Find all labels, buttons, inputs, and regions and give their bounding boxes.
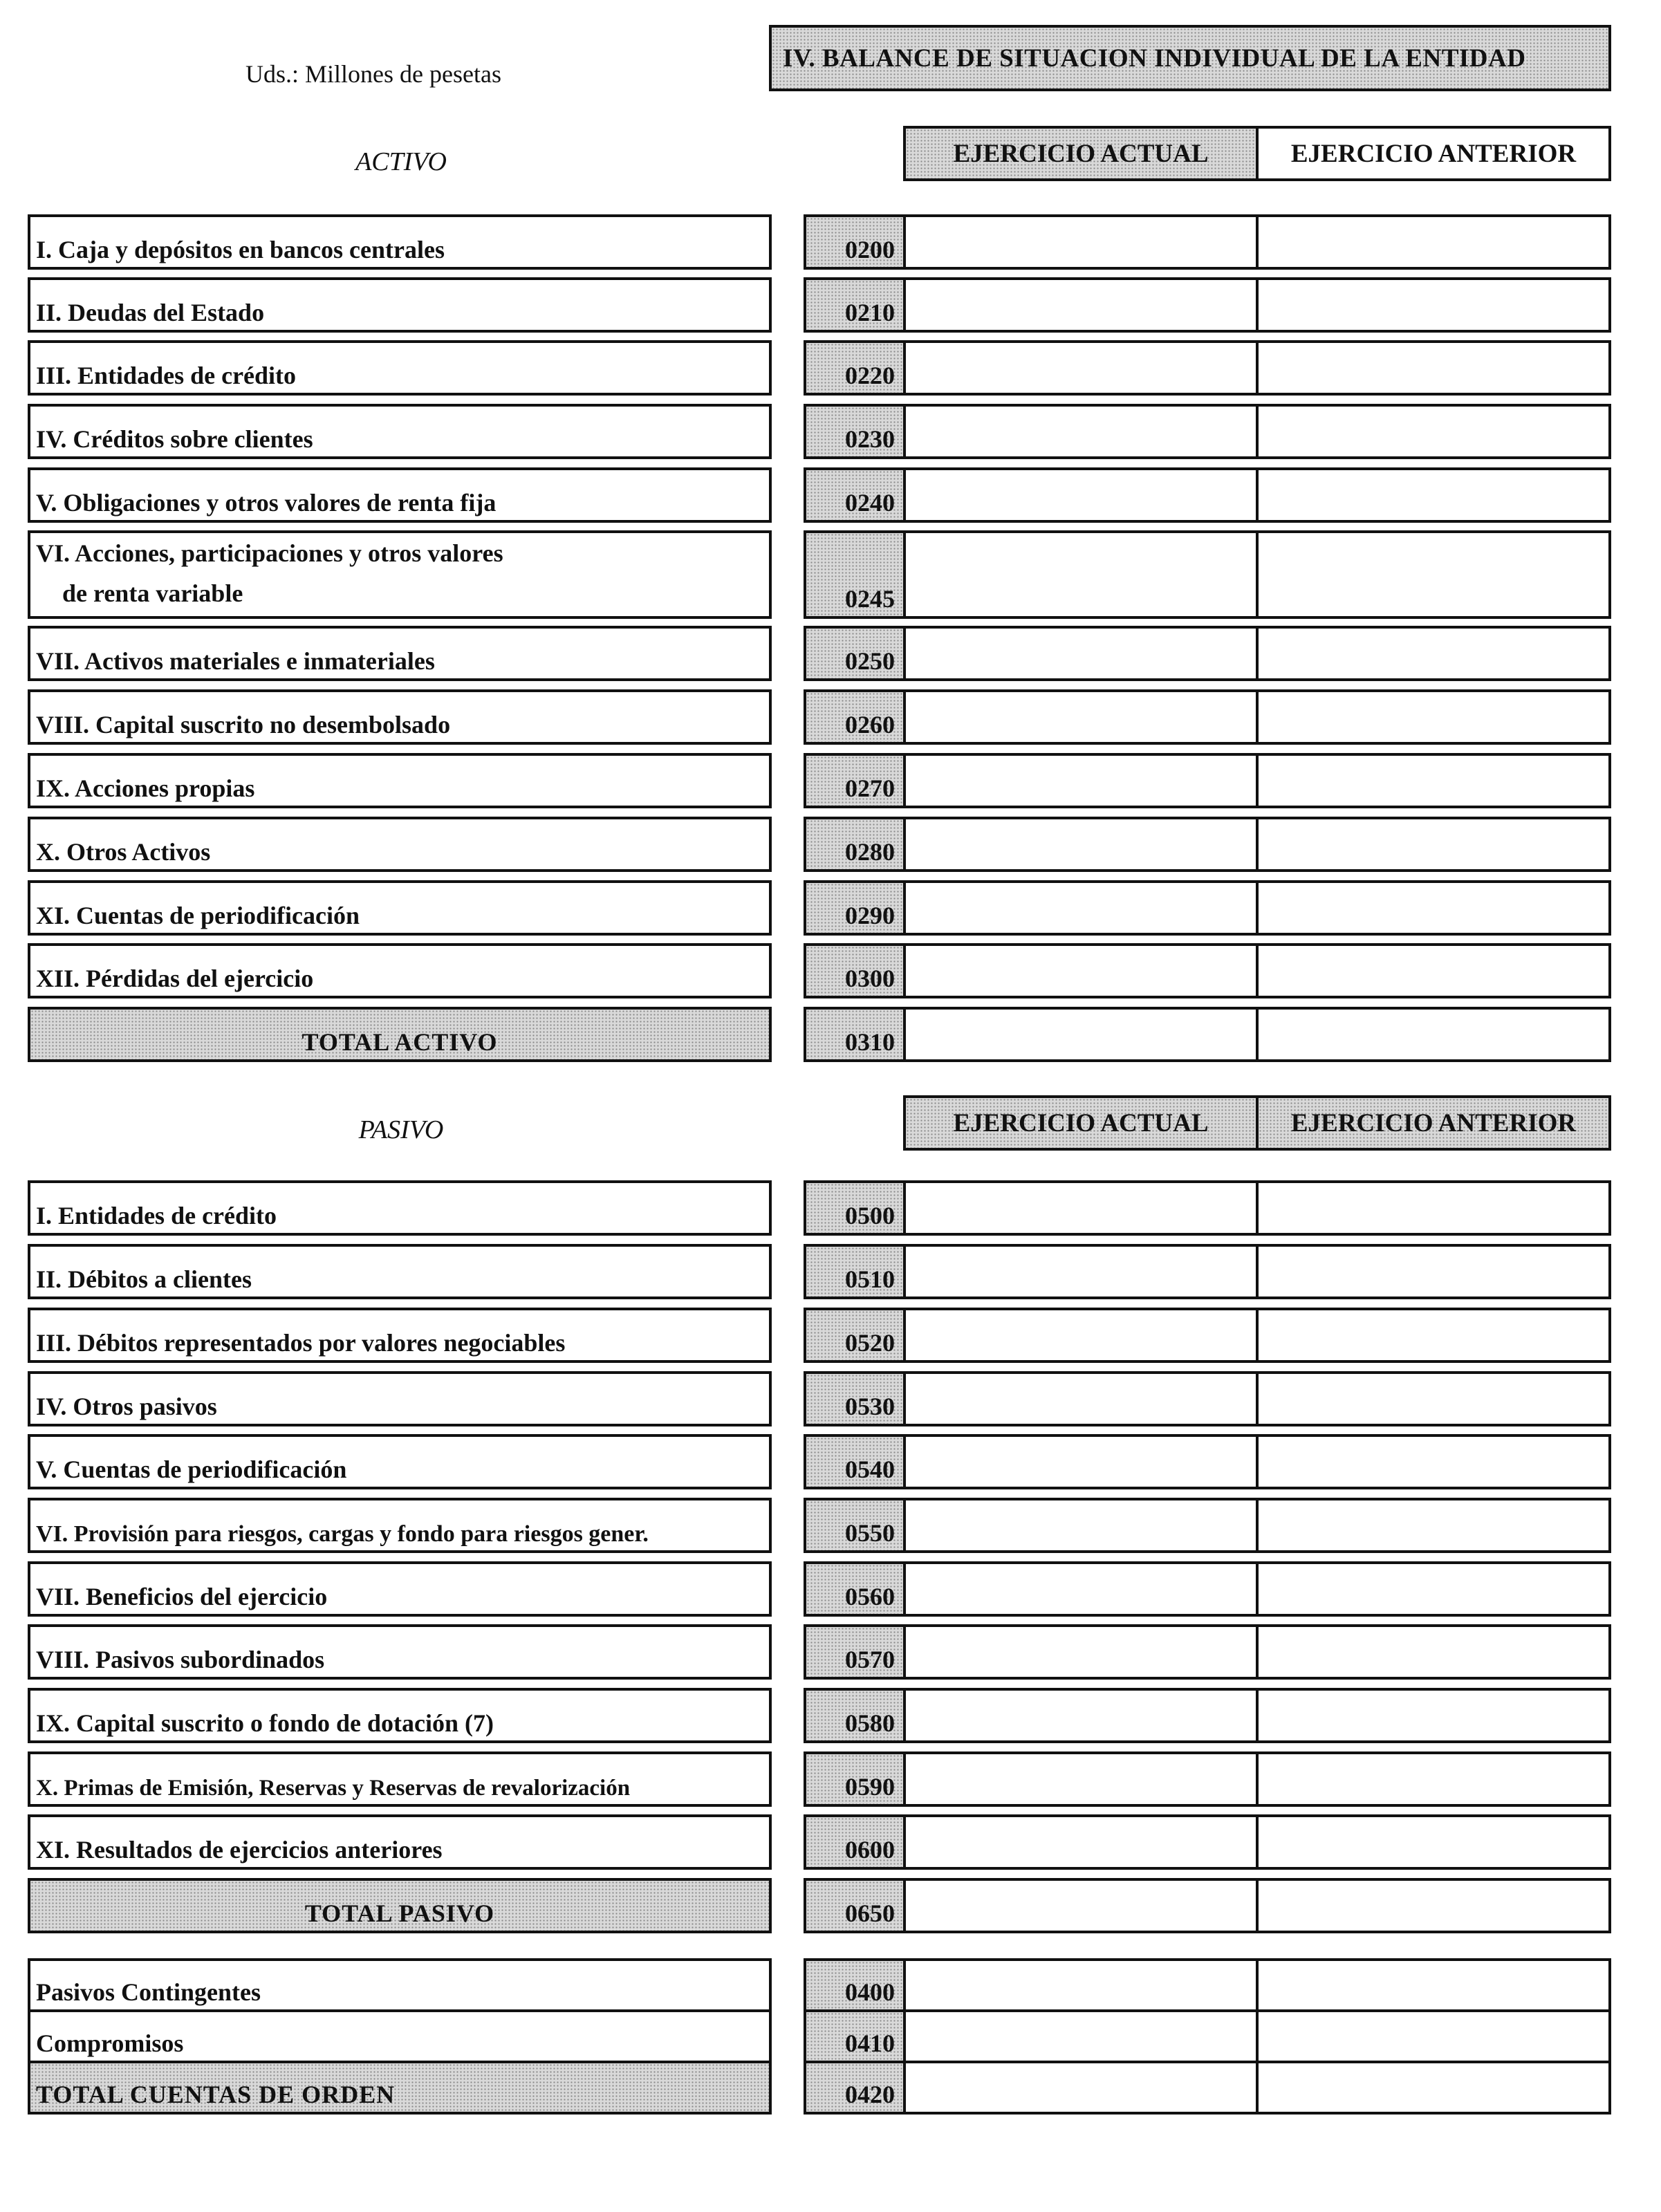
col-head-actual-pasivo: EJERCICIO ACTUAL [903,1095,1259,1151]
value-actual-field[interactable] [903,530,1259,619]
row-code: 0530 [804,1371,906,1426]
value-actual-field[interactable] [903,1498,1259,1553]
col-head-anterior-activo: EJERCICIO ANTERIOR [1256,126,1611,181]
value-actual-field[interactable] [903,880,1259,936]
row-code: 0290 [804,880,906,936]
value-anterior-field[interactable] [1256,943,1611,998]
value-anterior-field[interactable] [1256,880,1611,936]
row-label: VII. Beneficios del ejercicio [28,1561,772,1617]
value-actual-field[interactable] [903,1958,1259,2012]
value-actual-field[interactable] [903,1561,1259,1617]
total-pasivo-label: TOTAL PASIVO [28,1878,772,1933]
row-code: 0200 [804,214,906,270]
row-label: III. Entidades de crédito [28,340,772,396]
value-anterior-field[interactable] [1256,277,1611,333]
row-label: I. Entidades de crédito [28,1180,772,1236]
row-code: 0280 [804,817,906,872]
value-actual-field[interactable] [903,943,1259,998]
value-anterior-field[interactable] [1256,1624,1611,1680]
value-anterior-field[interactable] [1256,817,1611,872]
value-actual-field[interactable] [903,1624,1259,1680]
value-actual-field[interactable] [903,1751,1259,1807]
value-anterior-field[interactable] [1256,2061,1611,2115]
value-actual-field[interactable] [903,1308,1259,1363]
row-label: VII. Activos materiales e inmateriales [28,626,772,681]
value-anterior-field[interactable] [1256,1751,1611,1807]
value-anterior-field[interactable] [1256,1244,1611,1299]
value-anterior-field[interactable] [1256,2009,1611,2063]
row-label: IX. Acciones propias [28,753,772,808]
row-label [28,530,772,619]
value-actual-field[interactable] [903,2009,1259,2063]
total-cuentas-orden-label: TOTAL CUENTAS DE ORDEN [28,2061,772,2115]
value-actual-field[interactable] [903,214,1259,270]
value-anterior-field[interactable] [1256,467,1611,523]
value-anterior-field[interactable] [1256,340,1611,396]
row-label: X. Otros Activos [28,817,772,872]
total-activo-label: TOTAL ACTIVO [28,1007,772,1062]
pasivo-heading: PASIVO [358,1115,444,1144]
row-label-line-1: VI. Acciones, participaciones y otros valores [36,539,503,567]
value-actual-field[interactable] [903,1814,1259,1870]
row-label: IX. Capital suscrito o fondo de dotación (7) [28,1688,772,1743]
value-actual-field[interactable] [903,340,1259,396]
row-code: 0245 [804,530,906,619]
section-title: IV. BALANCE DE SITUACION INDIVIDUAL DE LA ENTIDAD [769,25,1611,91]
row-label: Compromisos [28,2009,772,2063]
row-code: 0420 [804,2061,906,2115]
value-anterior-field[interactable] [1256,1498,1611,1553]
row-code: 0210 [804,277,906,333]
row-code: 0600 [804,1814,906,1870]
value-actual-field[interactable] [903,1434,1259,1489]
row-code: 0520 [804,1308,906,1363]
row-label: V. Cuentas de periodificación [28,1434,772,1489]
value-anterior-field[interactable] [1256,1688,1611,1743]
row-label: IV. Créditos sobre clientes [28,404,772,459]
value-anterior-field[interactable] [1256,1878,1611,1933]
row-code: 0310 [804,1007,906,1062]
value-anterior-field[interactable] [1256,689,1611,745]
value-actual-field[interactable] [903,1244,1259,1299]
value-anterior-field[interactable] [1256,1958,1611,2012]
value-actual-field[interactable] [903,753,1259,808]
row-code: 0220 [804,340,906,396]
row-code: 0410 [804,2009,906,2063]
value-actual-field[interactable] [903,626,1259,681]
row-code: 0510 [804,1244,906,1299]
row-label: XI. Resultados de ejercicios anteriores [28,1814,772,1870]
value-actual-field[interactable] [903,1371,1259,1426]
value-anterior-field[interactable] [1256,626,1611,681]
row-label: VIII. Capital suscrito no desembolsado [28,689,772,745]
row-label: IV. Otros pasivos [28,1371,772,1426]
value-anterior-field[interactable] [1256,404,1611,459]
row-code: 0300 [804,943,906,998]
row-code: 0250 [804,626,906,681]
row-code: 0570 [804,1624,906,1680]
row-label: Pasivos Contingentes [28,1958,772,2012]
value-anterior-field[interactable] [1256,214,1611,270]
units-label: Uds.: Millones de pesetas [245,60,501,88]
value-anterior-field[interactable] [1256,530,1611,619]
row-code: 0240 [804,467,906,523]
value-actual-field[interactable] [903,1180,1259,1236]
row-code: 0590 [804,1751,906,1807]
row-label: III. Débitos representados por valores negociables [28,1308,772,1363]
row-label-line-2: de renta variable [62,579,243,607]
activo-heading: ACTIVO [355,147,447,176]
value-anterior-field[interactable] [1256,1814,1611,1870]
row-label: V. Obligaciones y otros valores de renta fija [28,467,772,523]
row-code: 0400 [804,1958,906,2012]
row-code: 0550 [804,1498,906,1553]
value-anterior-field[interactable] [1256,1180,1611,1236]
value-actual-field[interactable] [903,1007,1259,1062]
row-label: II. Deudas del Estado [28,277,772,333]
row-code: 0260 [804,689,906,745]
row-code: 0580 [804,1688,906,1743]
value-anterior-field[interactable] [1256,1308,1611,1363]
row-label: VIII. Pasivos subordinados [28,1624,772,1680]
row-code: 0230 [804,404,906,459]
value-anterior-field[interactable] [1256,1434,1611,1489]
row-label: I. Caja y depósitos en bancos centrales [28,214,772,270]
row-label: XII. Pérdidas del ejercicio [28,943,772,998]
col-head-actual-activo: EJERCICIO ACTUAL [903,126,1259,181]
row-code: 0650 [804,1878,906,1933]
value-anterior-field[interactable] [1256,1371,1611,1426]
row-code: 0270 [804,753,906,808]
row-label: II. Débitos a clientes [28,1244,772,1299]
row-code: 0560 [804,1561,906,1617]
value-actual-field[interactable] [903,817,1259,872]
row-label: XI. Cuentas de periodificación [28,880,772,936]
col-head-anterior-pasivo: EJERCICIO ANTERIOR [1256,1095,1611,1151]
value-actual-field[interactable] [903,2061,1259,2115]
row-code: 0500 [804,1180,906,1236]
value-actual-field[interactable] [903,404,1259,459]
value-actual-field[interactable] [903,277,1259,333]
row-code: 0540 [804,1434,906,1489]
row-label: X. Primas de Emisión, Reservas y Reservas de revalorización [28,1751,772,1807]
value-actual-field[interactable] [903,689,1259,745]
value-anterior-field[interactable] [1256,1561,1611,1617]
value-actual-field[interactable] [903,1688,1259,1743]
value-actual-field[interactable] [903,467,1259,523]
value-anterior-field[interactable] [1256,753,1611,808]
value-actual-field[interactable] [903,1878,1259,1933]
row-label: VI. Provisión para riesgos, cargas y fondo para riesgos gener. [28,1498,772,1553]
value-anterior-field[interactable] [1256,1007,1611,1062]
